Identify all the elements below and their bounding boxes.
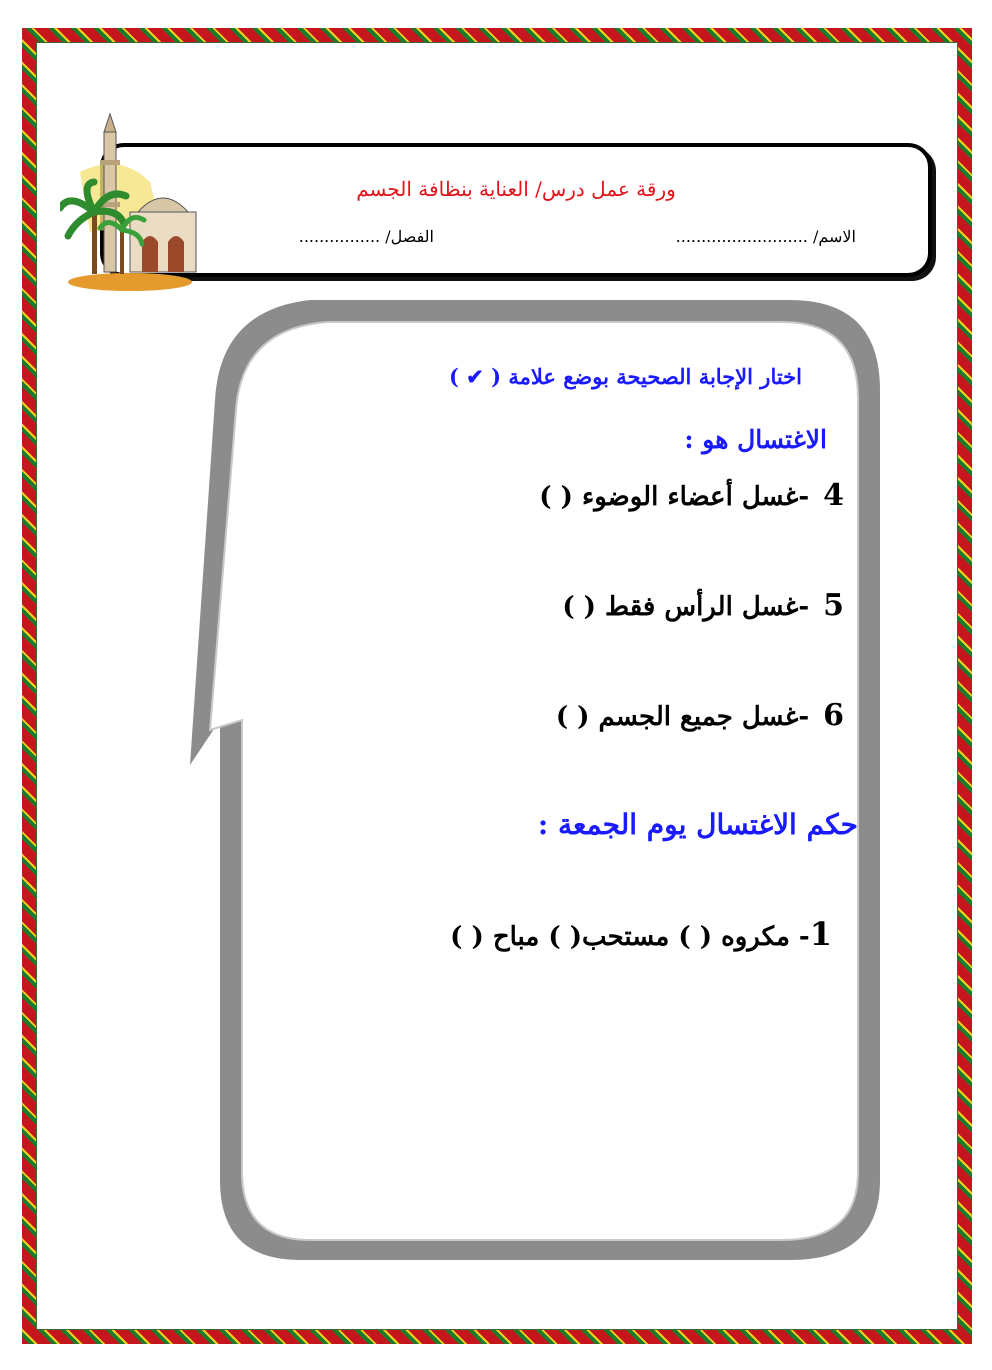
- question1-option-2[interactable]: [562, 588, 844, 623]
- option-number: 5: [823, 588, 844, 623]
- question2-number: 1: [809, 915, 832, 953]
- question1-prompt: الاغتسال هو :: [684, 425, 827, 454]
- header-box: [100, 143, 932, 277]
- option-text: -غسل أعضاء الوضوء ( ): [539, 482, 810, 512]
- question1-option-3[interactable]: [556, 698, 844, 733]
- instruction-text: اختار الإجابة الصحيحة بوضع علامة ( ✔ ): [448, 364, 802, 389]
- question2-answer-row[interactable]: [450, 915, 832, 953]
- student-name-field[interactable]: الاسم/ ..........................: [675, 227, 856, 246]
- mosque-clipart-icon: [60, 112, 200, 292]
- option-text: -غسل جميع الجسم ( ): [555, 702, 810, 732]
- option-text: -غسل الرأس فقط ( ): [562, 592, 810, 622]
- option-number: 4: [823, 478, 844, 513]
- question2-choices: - مكروه ( ) مستحب( ) مباح ( ): [450, 922, 810, 952]
- class-field[interactable]: الفصل/ ................: [298, 227, 434, 246]
- question1-option-1[interactable]: [539, 478, 844, 513]
- worksheet-title: ورقة عمل درس/ العناية بنظافة الجسم: [356, 177, 676, 201]
- question2-prompt: حكم الاغتسال يوم الجمعة :: [537, 808, 858, 841]
- option-number: 6: [823, 698, 844, 733]
